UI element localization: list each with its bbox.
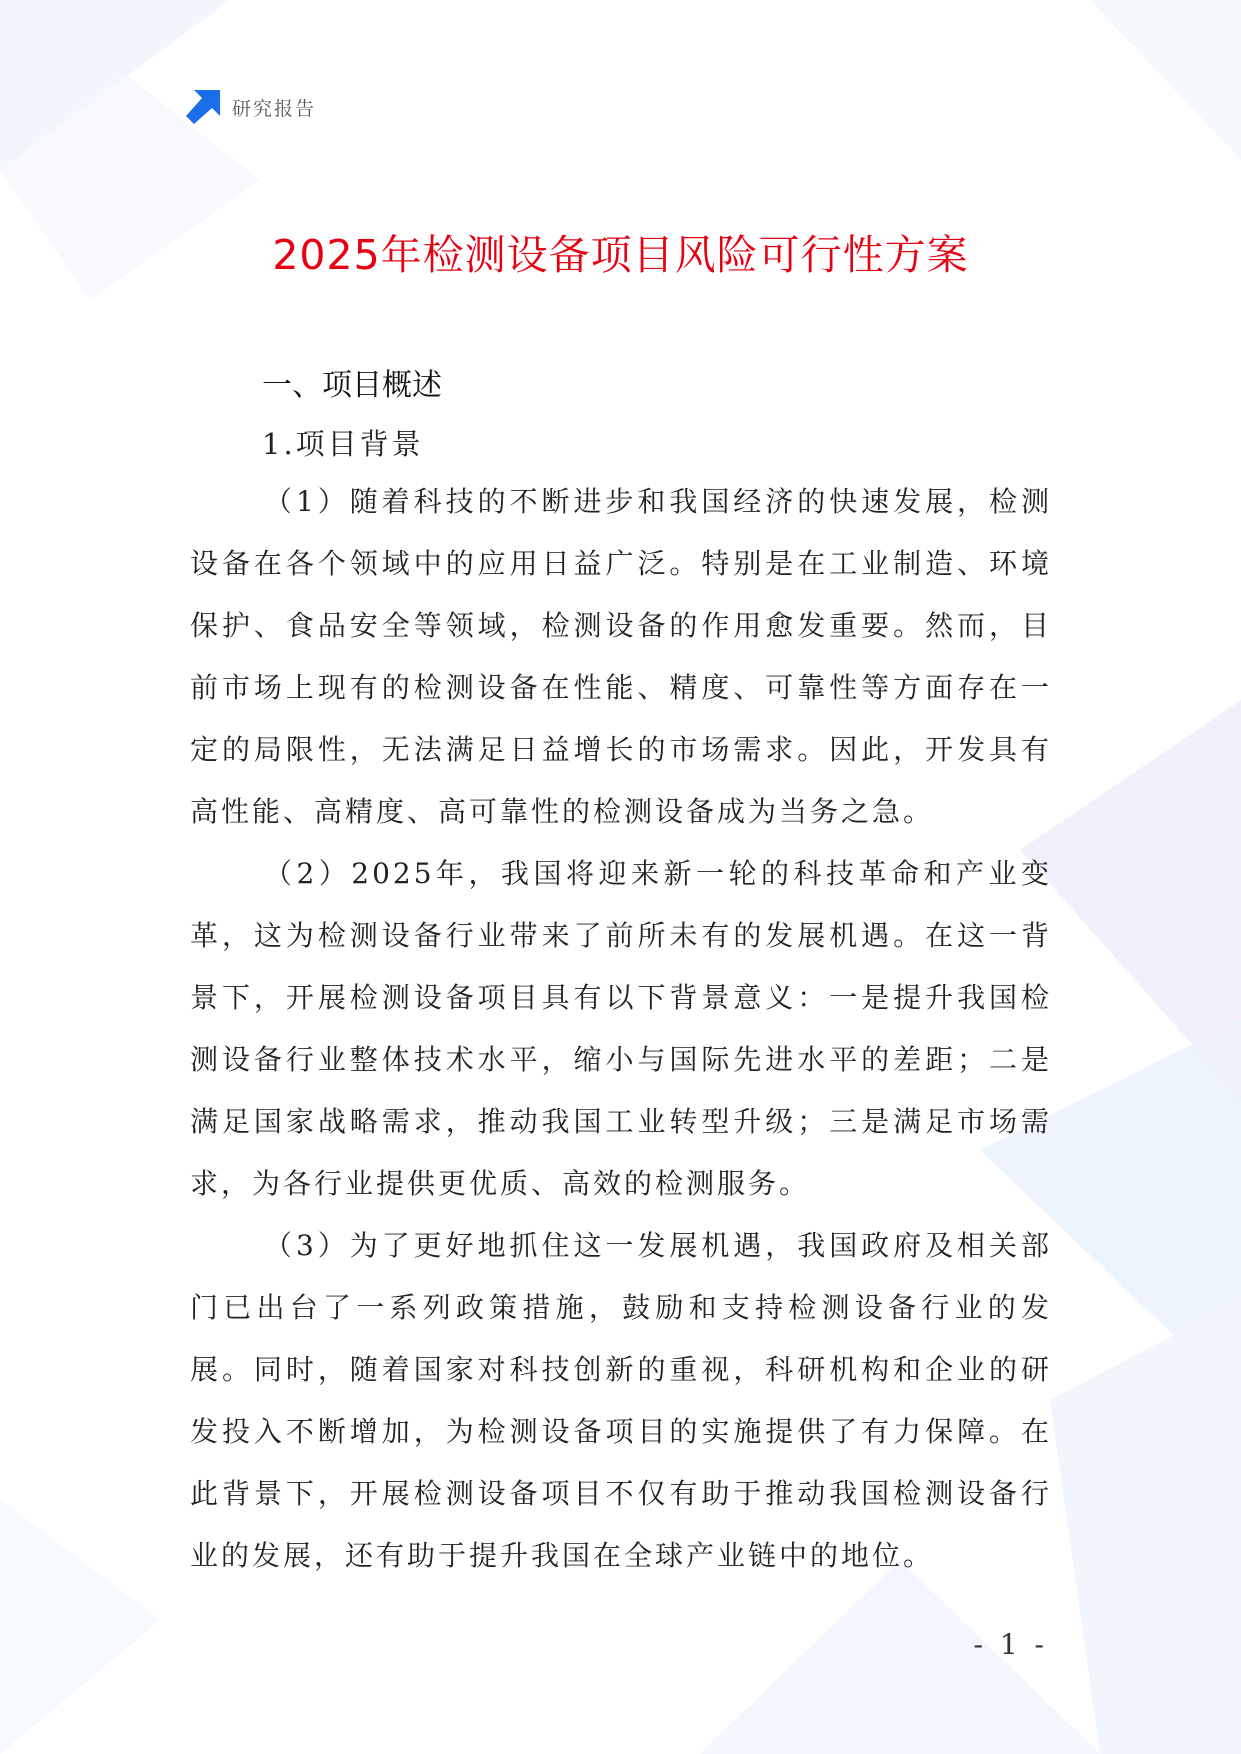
document-title: 2025年检测设备项目风险可行性方案 xyxy=(272,231,969,279)
paragraph: （2）2025年，我国将迎来新一轮的科技革命和产业变革，这为检测设备行业带来了前所未有的发展机遇。在这一背景下，开展检测设备项目具有以下背景意义：一是提升我国检测设备行业整体技术水平，缩小与国际先进水平的差距；二是满足国家战略需求，推动我国工业转型升级；三是满足市场需求，为各行业提供更优质、高效的检测服务。 xyxy=(190,857,1052,1200)
header xyxy=(186,90,316,124)
subsection-heading: 1.项目背景 xyxy=(262,427,424,461)
section-heading: 一、项目概述 xyxy=(262,368,442,403)
arrow-up-right-icon xyxy=(186,90,220,124)
header-label: 研究报告 xyxy=(232,97,317,120)
paragraph: （1）随着科技的不断进步和我国经济的快速发展，检测设备在各个领域中的应用日益广泛。特别是在工业制造、环境保护、食品安全等领域，检测设备的作用愈发重要。然而，目前市场上现有的检测设备在性能、精度、可靠性等方面存在一定的局限性，无法满足日益增长的市场需求。因此，开发具有高性能、高精度、高可靠性的检测设备成为当务之急。 xyxy=(190,485,1052,828)
paragraph: （3）为了更好地抓住这一发展机遇，我国政府及相关部门已出台了一系列政策措施，鼓励和支持检测设备行业的发展。同时，随着国家对科技创新的重视，科研机构和企业的研发投入不断增加，为检测设备项目的实施提供了有力保障。在此背景下，开展检测设备项目不仅有助于推动我国检测设备行业的发展，还有助于提升我国在全球产业链中的地位。 xyxy=(190,1229,1052,1572)
page-number: - 1 - xyxy=(973,1628,1048,1661)
